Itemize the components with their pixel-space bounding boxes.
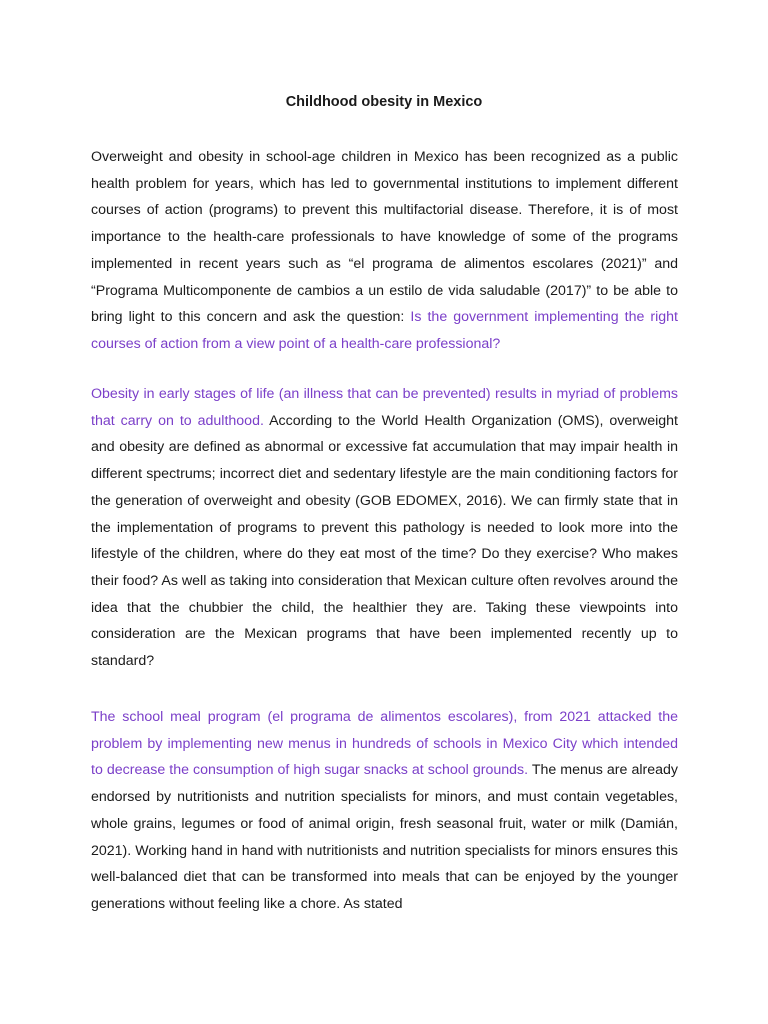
page-title: Childhood obesity in Mexico (285, 94, 483, 110)
paragraph-school-meal-highlighted-lead: The school meal program (el programa de alimentos escolares), from 2021 attacked the problem by implementing new menus in hundreds of schools in Mexico City which intended to decrease the consumption of high sugar snacks at school grounds. (91, 709, 678, 779)
paragraph-obesity-early-life (91, 381, 678, 675)
paragraph-intro-highlighted-question: Is the government implementing the right courses of action from a view point of a health-care professional? (91, 309, 678, 352)
paragraph-school-meal-text: The menus are already endorsed by nutritionists and nutrition specialists for minors, and must contain vegetables, whole grains, legumes or food of animal origin, fresh seasonal fruit, water or milk (Damián, 2021). Working hand in hand with nutritionists and nutrition specialists for minors ensures this well-balanced diet that can be transformed into meals that can be enjoyed by the younger generations without feeling like a chore. As stated (91, 762, 678, 912)
paragraph-intro (91, 144, 678, 358)
paragraph-intro-text: Overweight and obesity in school-age children in Mexico has been recognized as a public health problem for years, which has led to governmental institutions to implement different courses of action (programs) to prevent this multifactorial disease. Therefore, it is of most importance to the health-care professionals to have knowledge of some of the programs implemented in recent years such as “el programa de alimentos escolares (2021)” and “Programa Multicomponente de cambios a un estilo de vida saludable (2017)” to be able to bring light to this concern and ask the question: (91, 149, 678, 326)
paragraph-obesity-highlighted-lead: Obesity in early stages of life (an illness that can be prevented) results in myriad of problems that carry on to adulthood. (91, 386, 678, 429)
paragraph-obesity-text: According to the World Health Organization (OMS), overweight and obesity are defined as abnormal or excessive fat accumulation that may impair health in different spectrums; incorrect diet and sedentary lifestyle are the main conditioning factors for the generation of overweight and obesity (GOB EDOMEX, 2016). We can firmly state that in the implementation of programs to prevent this pathology is needed to look more into the lifestyle of the children, where do they eat most of the time? Do they exercise? Who makes their food? As well as taking into consideration that Mexican culture often revolves around the idea that the chubbier the child, the healthier they are. Taking these viewpoints into consideration are the Mexican programs that have been implemented recently up to standard? (91, 412, 678, 670)
paragraph-school-meal-program (91, 704, 678, 918)
